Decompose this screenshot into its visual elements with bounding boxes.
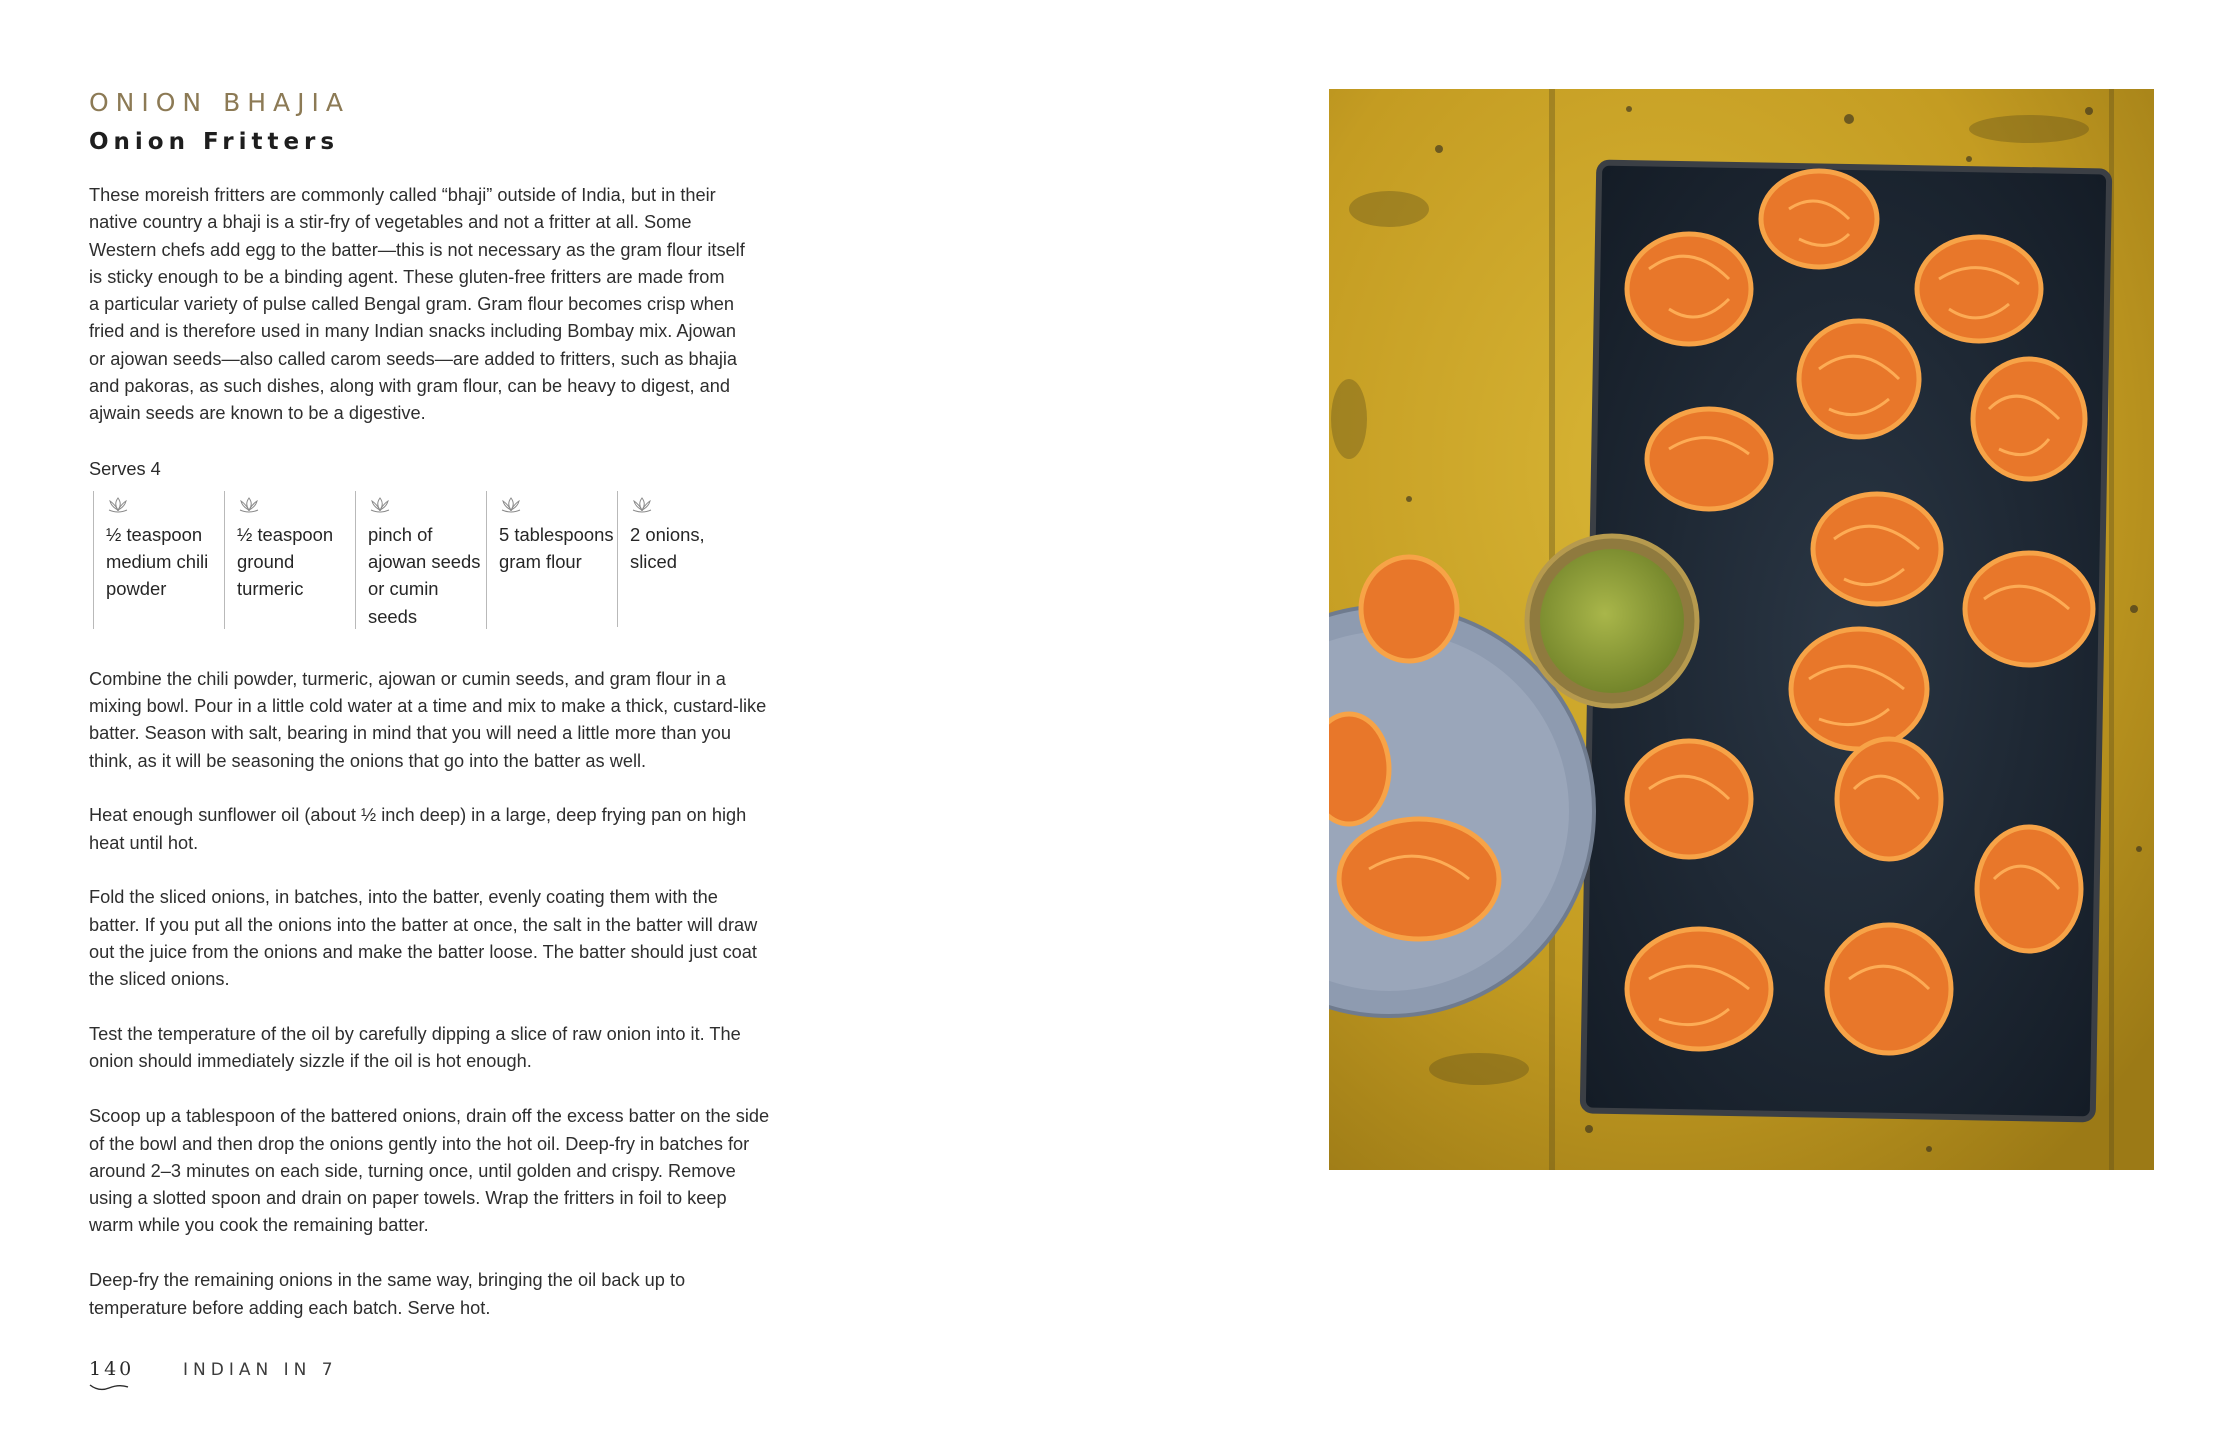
ingredient-line: 5 tablespoons — [499, 523, 614, 545]
ingredient-item — [355, 491, 486, 629]
ingredient-item — [224, 491, 355, 629]
ingredient-line: ½ teaspoon — [106, 523, 203, 545]
ingredient-line: powder — [106, 578, 167, 600]
step-line: of the bowl and then drop the onions gently into the hot oil. Deep-fry in batches for — [89, 1133, 750, 1154]
step-line: warm while you cook the remaining batter. — [89, 1215, 429, 1236]
ingredient-line: ground — [237, 550, 295, 572]
step-line: batter. Season with salt, bearing in mind that you will need a little more than you — [89, 723, 731, 744]
ingredient-item — [93, 491, 224, 629]
ingredient-item — [486, 491, 617, 629]
serves-count: Serves 4 — [89, 458, 161, 479]
step-line: batter. If you put all the onions into the batter at once, the salt in the batter will draw — [89, 914, 758, 935]
step-line: out the juice from the onions and make the batter loose. The batter should just coat — [89, 942, 757, 963]
ingredient-line: or cumin — [368, 578, 439, 600]
ingredient-line: gram flour — [499, 550, 582, 572]
ingredient-item — [617, 491, 737, 627]
intro-line: a particular variety of pulse called Bengal gram. Gram flour becomes crisp when — [89, 294, 734, 315]
method-step — [89, 1267, 789, 1322]
ingredient-line: ½ teaspoon — [237, 523, 334, 545]
step-line: the sliced onions. — [89, 969, 230, 990]
page-number — [89, 1358, 149, 1380]
step-line: Heat enough sunflower oil (about ½ inch deep) in a large, deep frying pan on high — [89, 805, 747, 826]
lotus-icon — [237, 495, 261, 515]
lotus-icon — [106, 495, 130, 515]
method-step — [89, 1103, 789, 1239]
step-line: heat until hot. — [89, 832, 199, 853]
ingredient-line: turmeric — [237, 578, 304, 600]
book-title: INDIAN IN 7 — [183, 1360, 338, 1380]
step-line: Combine the chili powder, turmeric, ajowan or cumin seeds, and gram flour in a — [89, 668, 726, 689]
method-step — [89, 884, 789, 993]
photo-illustration — [1329, 89, 2154, 1170]
step-line: temperature before adding each batch. Serve hot. — [89, 1297, 491, 1318]
method-step — [89, 802, 789, 857]
intro-line: These moreish fritters are commonly called “bhaji” outside of India, but in their — [89, 185, 716, 205]
ingredient-line: ajowan seeds — [368, 550, 481, 572]
lotus-icon — [368, 495, 392, 515]
intro-line: is sticky enough to be a binding agent. These gluten-free fritters are made from — [89, 266, 725, 287]
step-line: onion should immediately sizzle if the oil is hot enough. — [89, 1051, 532, 1072]
ingredient-list — [89, 491, 789, 629]
step-line: think, as it will be seasoning the onions that go into the batter as well. — [89, 750, 647, 771]
step-line: Deep-fry the remaining onions in the same way, bringing the oil back up to — [89, 1270, 686, 1291]
recipe-subtitle: Onion Fritters — [89, 129, 340, 155]
step-line: mixing bowl. Pour in a little cold water at a time and mix to make a thick, custard-like — [89, 695, 767, 716]
page-footer — [89, 1358, 338, 1383]
intro-line: native country a bhaji is a stir-fry of vegetables and not a fritter at all. Some — [89, 212, 692, 233]
chutney — [1540, 549, 1684, 693]
ingredient-line: 2 onions, — [630, 523, 705, 545]
onion-fritters-photo — [1329, 89, 2154, 1170]
step-line: Scoop up a tablespoon of the battered onions, drain off the excess batter on the side — [89, 1106, 770, 1127]
intro-line: ajwain seeds are known to be a digestive. — [89, 403, 426, 424]
lotus-icon — [499, 495, 523, 515]
recipe-intro — [89, 182, 789, 428]
ingredient-line: pinch of — [368, 523, 433, 545]
step-line: around 2–3 minutes on each side, turning once, until golden and crispy. Remove — [89, 1160, 736, 1181]
intro-line: and pakoras, as such dishes, along with gram flour, can be heavy to digest, and — [89, 376, 730, 397]
recipe-title: ONION BHAJIA — [89, 88, 350, 117]
intro-line: or ajowan seeds—also called carom seeds—are added to fritters, such as bhajia — [89, 348, 738, 369]
ingredient-line: seeds — [368, 605, 418, 627]
ingredient-line: sliced — [630, 550, 678, 572]
step-line: using a slotted spoon and drain on paper towels. Wrap the fritters in foil to keep — [89, 1188, 727, 1209]
page-number-text: 140 — [89, 1358, 135, 1380]
step-line: Test the temperature of the oil by carefully dipping a slice of raw onion into it. The — [89, 1024, 741, 1045]
intro-line: fried and is therefore used in many Indian snacks including Bombay mix. Ajowan — [89, 321, 737, 342]
step-line: Fold the sliced onions, in batches, into the batter, evenly coating them with the — [89, 887, 718, 908]
intro-line: Western chefs add egg to the batter—this is not necessary as the gram flour itself — [89, 239, 745, 260]
method-step — [89, 1021, 789, 1076]
method-steps — [89, 666, 789, 1322]
method-step — [89, 666, 789, 775]
ingredient-line: medium chili — [106, 550, 209, 572]
lotus-icon — [630, 495, 654, 515]
recipe-page — [89, 88, 789, 1322]
swash-ornament-icon — [89, 1382, 129, 1392]
